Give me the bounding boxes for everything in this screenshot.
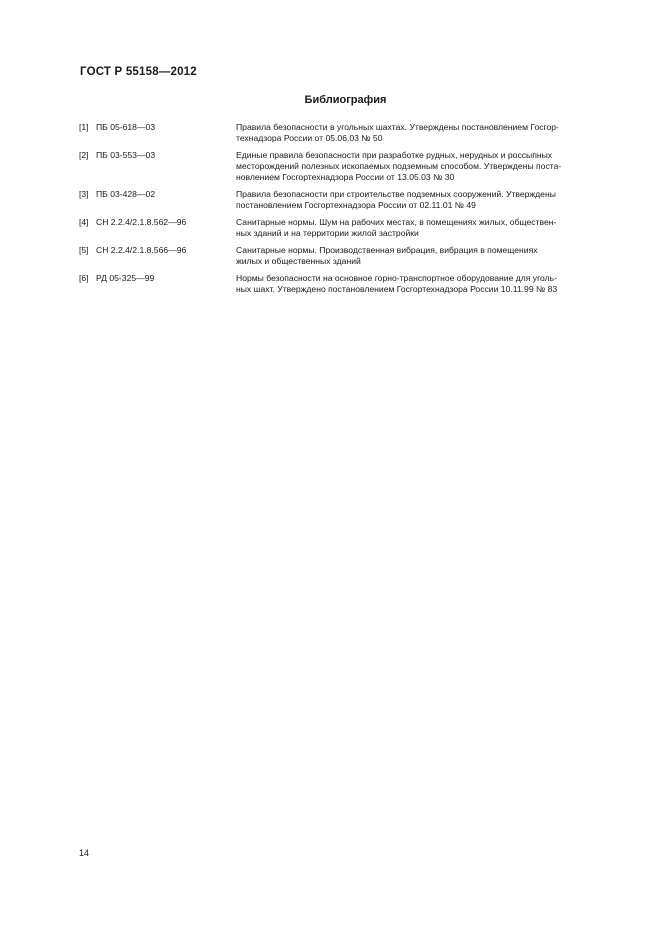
entry-description-line: постановлением Госгортехнадзора России от 02.11.01 № 49 (236, 200, 476, 210)
page-number: 14 (79, 848, 90, 858)
bibliography-entry (79, 245, 615, 267)
entry-code: СН 2.2.4/2.1.8.562—96 (96, 217, 187, 227)
bibliography-entry (79, 122, 615, 144)
entry-description-line: Правила безопасности при строительстве подземных сооружений. Утверждены (236, 189, 556, 199)
document-header: ГОСТ Р 55158—2012 (80, 66, 197, 78)
entry-description (236, 150, 615, 183)
entry-description (236, 273, 615, 295)
bibliography-entry (79, 150, 615, 183)
entry-description-line: Единые правила безопасности при разработке рудных, нерудных и россыпных (236, 150, 553, 160)
entry-description-line: жилых и общественных зданий (236, 256, 361, 266)
entry-code: СН 2.2.4/2.1.8.566—96 (96, 245, 187, 255)
entry-code: ПБ 05-618—03 (96, 122, 156, 132)
entry-description-line: ных шахт. Утверждено постановлением Госгортехнадзора России 10.11.99 № 83 (236, 284, 558, 294)
entry-description-line: новлением Госгортехнадзора России от 13.05.03 № 30 (236, 172, 455, 182)
bibliography-entry (79, 217, 615, 239)
bibliography-list (79, 122, 615, 301)
entry-description (236, 217, 615, 239)
entry-number: [2] (79, 150, 89, 160)
entry-number: [6] (79, 273, 89, 283)
entry-description-line: Нормы безопасности на основное горно-транспортное оборудование для уголь- (236, 273, 557, 283)
entry-code: РД 05-325—99 (96, 273, 155, 283)
entry-description-line: Санитарные нормы. Производственная вибрация, вибрация в помещениях (236, 245, 538, 255)
entry-number: [4] (79, 217, 89, 227)
entry-description (236, 245, 615, 267)
entry-description (236, 189, 615, 211)
entry-number: [3] (79, 189, 89, 199)
entry-number: [5] (79, 245, 89, 255)
entry-description-line: Правила безопасности в угольных шахтах. Утверждены постановлением Госгор- (236, 122, 559, 132)
entry-description-line: технадзора России от 05.06.03 № 50 (236, 133, 383, 143)
entry-code: ПБ 03-428—02 (96, 189, 156, 199)
entry-description-line: Санитарные нормы. Шум на рабочих местах, в помещениях жилых, обществен- (236, 217, 557, 227)
entry-description (236, 122, 615, 144)
entry-number: [1] (79, 122, 89, 132)
entry-code: ПБ 03-553—03 (96, 150, 156, 160)
section-title: Библиография (304, 94, 387, 106)
bibliography-entry (79, 273, 615, 295)
bibliography-entry (79, 189, 615, 211)
entry-description-line: месторождений полезных ископаемых подземным способом. Утверждены поста- (236, 161, 562, 171)
entry-description-line: ных зданий и на территории жилой застройки (236, 228, 419, 238)
